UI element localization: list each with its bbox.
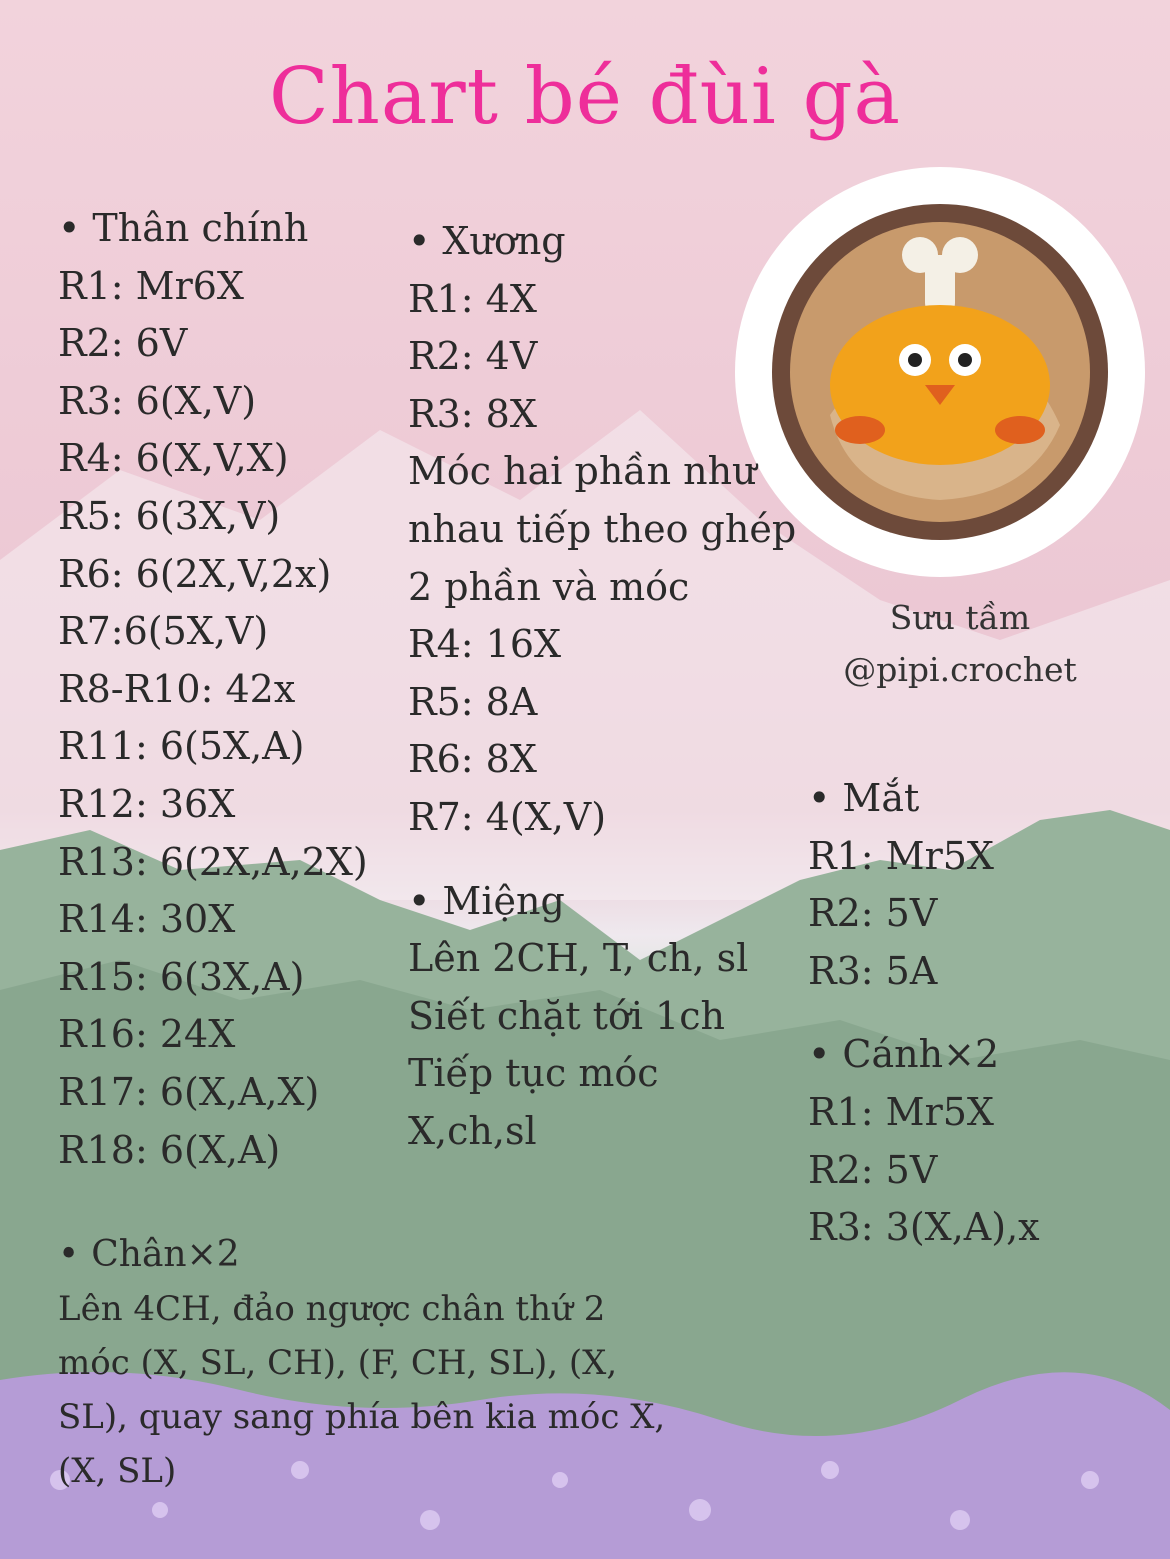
row: SL), quay sang phía bên kia móc X, (58, 1397, 666, 1437)
row: R16: 24X (58, 1012, 236, 1057)
bullet-icon: • (408, 219, 431, 263)
row: R3: 8X (408, 391, 537, 436)
row: Tiếp tục móc (408, 1051, 659, 1096)
section-heading (408, 213, 796, 271)
row: R1: 4X (408, 276, 537, 321)
section-heading (808, 1026, 1040, 1084)
bullet-icon: • (408, 878, 431, 923)
row: R6: 8X (408, 737, 537, 782)
bullet-icon: • (58, 1234, 80, 1275)
row: R3: 5A (808, 948, 938, 993)
row: Móc hai phần như (408, 449, 757, 494)
mouth-heading: Miệng (442, 878, 565, 923)
eye-heading: Mắt (842, 776, 920, 820)
row: R18: 6(X,A) (58, 1127, 281, 1172)
row: 2 phần và móc (408, 564, 690, 609)
eye-wing-column (808, 770, 1040, 1257)
section-heading (408, 873, 796, 931)
row: R14: 30X (58, 897, 236, 942)
credit-handle: @pipi.crochet (843, 650, 1077, 689)
body-section (58, 200, 368, 1179)
row: (X, SL) (58, 1451, 177, 1491)
row: R1: Mr5X (808, 1089, 994, 1134)
row: R6: 6(2X,V,2x) (58, 551, 332, 596)
spacer (408, 847, 796, 873)
row: R2: 5V (808, 891, 938, 936)
row: R3: 6(X,V) (58, 378, 257, 423)
bullet-icon: • (808, 776, 831, 820)
body-heading: Thân chính (92, 206, 309, 250)
row: R15: 6(3X,A) (58, 954, 305, 999)
row: X,ch,sl (408, 1108, 537, 1153)
wing-heading: Cánh×2 (842, 1032, 1000, 1077)
row: Siết chặt tới 1ch (408, 993, 725, 1038)
row: R1: Mr6X (58, 263, 244, 308)
row: R1: Mr5X (808, 833, 994, 878)
row: R13: 6(2X,A,2X) (58, 839, 368, 884)
credit (840, 592, 1080, 696)
row: Lên 2CH, T, ch, sl (408, 936, 749, 981)
row: R8-R10: 42x (58, 666, 296, 711)
row: R5: 8A (408, 679, 538, 724)
section-heading (58, 1228, 698, 1282)
leg-section (58, 1228, 698, 1498)
row: R7:6(5X,V) (58, 609, 269, 654)
row: R12: 36X (58, 781, 236, 826)
page-title: Chart bé đùi gà (268, 52, 902, 142)
row: nhau tiếp theo ghép (408, 506, 797, 551)
row: R17: 6(X,A,X) (58, 1069, 320, 1114)
row: R2: 6V (58, 321, 188, 366)
bone-mouth-column (408, 213, 796, 1161)
section-heading (808, 770, 1040, 828)
row: R7: 4(X,V) (408, 794, 607, 839)
row: R2: 5V (808, 1147, 938, 1192)
row: R4: 16X (408, 622, 562, 667)
leg-heading: Chân×2 (91, 1234, 240, 1275)
row: Lên 4CH, đảo ngược chân thứ 2 (58, 1289, 606, 1329)
row: R4: 6(X,V,X) (58, 436, 289, 481)
row: R3: 3(X,A),x (808, 1205, 1040, 1250)
spacer (808, 1000, 1040, 1026)
credit-label: Sưu tầm (889, 598, 1031, 637)
bullet-icon: • (58, 206, 81, 250)
section-heading (58, 200, 368, 258)
bullet-icon: • (808, 1032, 831, 1077)
bone-heading: Xương (442, 219, 566, 263)
row: R2: 4V (408, 334, 538, 379)
row: móc (X, SL, CH), (F, CH, SL), (X, (58, 1343, 618, 1383)
row: R5: 6(3X,V) (58, 493, 281, 538)
row: R11: 6(5X,A) (58, 724, 305, 769)
